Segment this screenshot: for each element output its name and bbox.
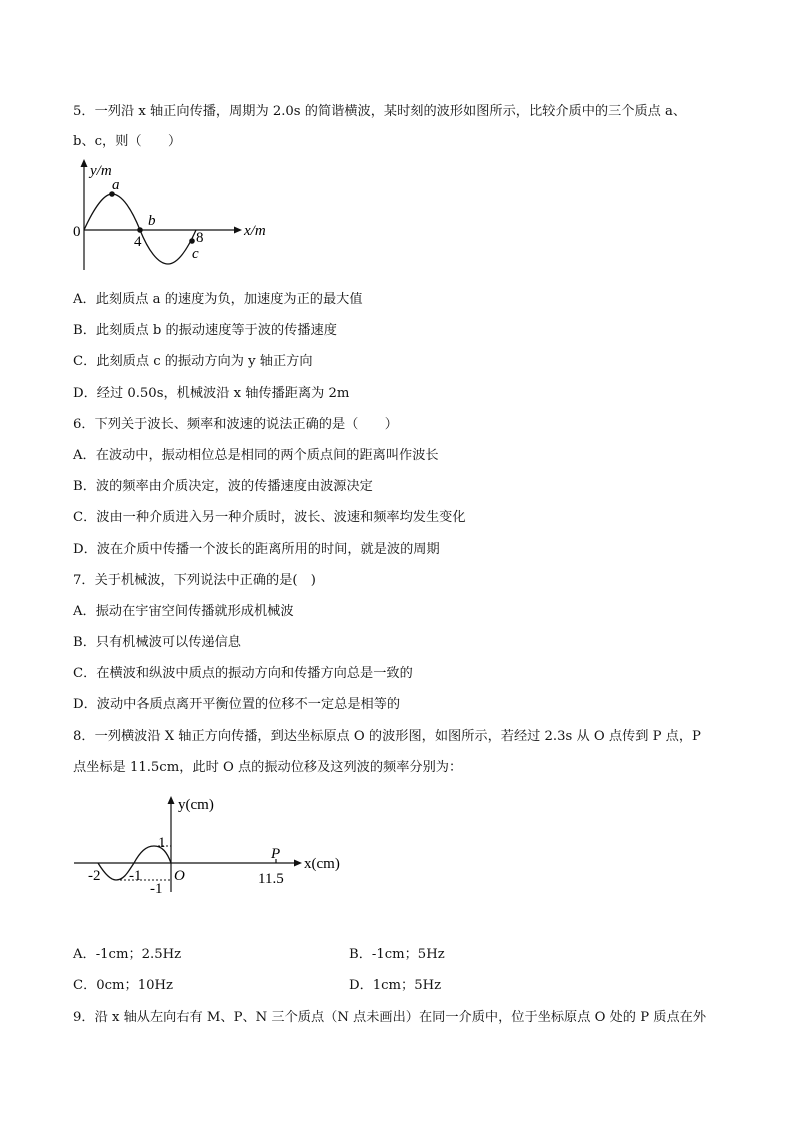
q8-option-b: B．-1cm；5Hz (349, 947, 445, 962)
q8-option-c: C．0cm；10Hz (73, 978, 173, 993)
q5-point-c (189, 238, 195, 244)
q9-stem-line-1: 9．沿 x 轴从左向右有 M、P、N 三个质点（N 点未画出）在同一介质中，位于坐标原点 O 处的 P 质点在外 (73, 1010, 707, 1025)
q8-stem-line-2: 点坐标是 11.5cm，此时 O 点的振动位移及这列波的频率分别为： (73, 760, 463, 775)
q6-option-b: B．波的频率由介质决定，波的传播速度由波源决定 (73, 479, 373, 494)
q8-y-pos-label: 1 (158, 835, 166, 851)
q5-y-axis-label: y/m (90, 163, 112, 179)
q5-stem-line-2: b、c，则（ ） (73, 134, 182, 149)
q8-stem-line-1: 8．一列横波沿 X 轴正方向传播，到达坐标原点 O 的波形图，如图所示，若经过 2.3s 从 O 点传到 P 点，P (73, 729, 701, 744)
q5-stem-line-1: 5．一列沿 x 轴正向传播，周期为 2.0s 的简谐横波，某时刻的波形如图所示，比较介质中的三个质点 a、 (73, 104, 687, 119)
q5-point-b-label: b (148, 213, 156, 229)
q8-x-neg2-label: -2 (88, 868, 101, 884)
q5-x-axis-arrow (234, 227, 242, 234)
q6-stem: 6．下列关于波长、频率和波速的说法正确的是（ ） (73, 417, 398, 432)
q8-option-d: D．1cm；5Hz (349, 978, 442, 993)
q8-y-axis-arrow (168, 796, 175, 804)
q8-x-axis-label: x(cm) (304, 856, 340, 872)
q6-option-c: C．波由一种介质进入另一种介质时，波长、波速和频率均发生变化 (73, 510, 466, 525)
q5-option-c: C．此刻质点 c 的振动方向为 y 轴正方向 (73, 354, 313, 369)
q5-tick-8-label: 8 (196, 230, 204, 246)
q5-option-a: A．此刻质点 a 的速度为负，加速度为正的最大值 (73, 292, 363, 307)
q5-wave-figure (70, 158, 280, 273)
q6-option-a: A．在波动中，振动相位总是相同的两个质点间的距离叫作波长 (73, 448, 439, 463)
q5-origin-label: 0 (73, 224, 81, 240)
q7-stem: 7．关于机械波，下列说法中正确的是( ) (73, 573, 316, 588)
q5-option-d: D．经过 0.50s，机械波沿 x 轴传播距离为 2m (73, 386, 350, 401)
q5-x-axis-label: x/m (244, 223, 266, 239)
q8-x-neg1-label: -1 (129, 868, 142, 884)
q7-option-b: B．只有机械波可以传递信息 (73, 635, 241, 650)
q7-option-a: A．振动在宇宙空间传播就形成机械波 (73, 604, 294, 619)
q5-option-b: B．此刻质点 b 的振动速度等于波的传播速度 (73, 323, 337, 338)
q8-option-a: A．-1cm；2.5Hz (73, 947, 182, 962)
q8-origin-label: O (174, 868, 185, 884)
q5-point-a-label: a (112, 177, 120, 193)
q7-option-d: D．波动中各质点离开平衡位置的位移不一定总是相等的 (73, 697, 401, 712)
q5-y-axis-arrow (81, 159, 88, 167)
q8-y-axis-label: y(cm) (178, 797, 214, 813)
q8-point-p-label: P (271, 846, 281, 862)
q7-option-c: C．在横波和纵波中质点的振动方向和传播方向总是一致的 (73, 666, 413, 681)
q5-point-b (137, 227, 143, 233)
q8-x-axis-arrow (294, 860, 302, 867)
q5-point-c-label: c (192, 246, 199, 262)
q8-y-neg-label: -1 (150, 881, 163, 897)
q8-x-p-label: 11.5 (258, 871, 284, 887)
q5-tick-4-label: 4 (134, 234, 142, 250)
q8-wave-figure (70, 792, 370, 902)
q6-option-d: D．波在介质中传播一个波长的距离所用的时间，就是波的周期 (73, 542, 440, 557)
